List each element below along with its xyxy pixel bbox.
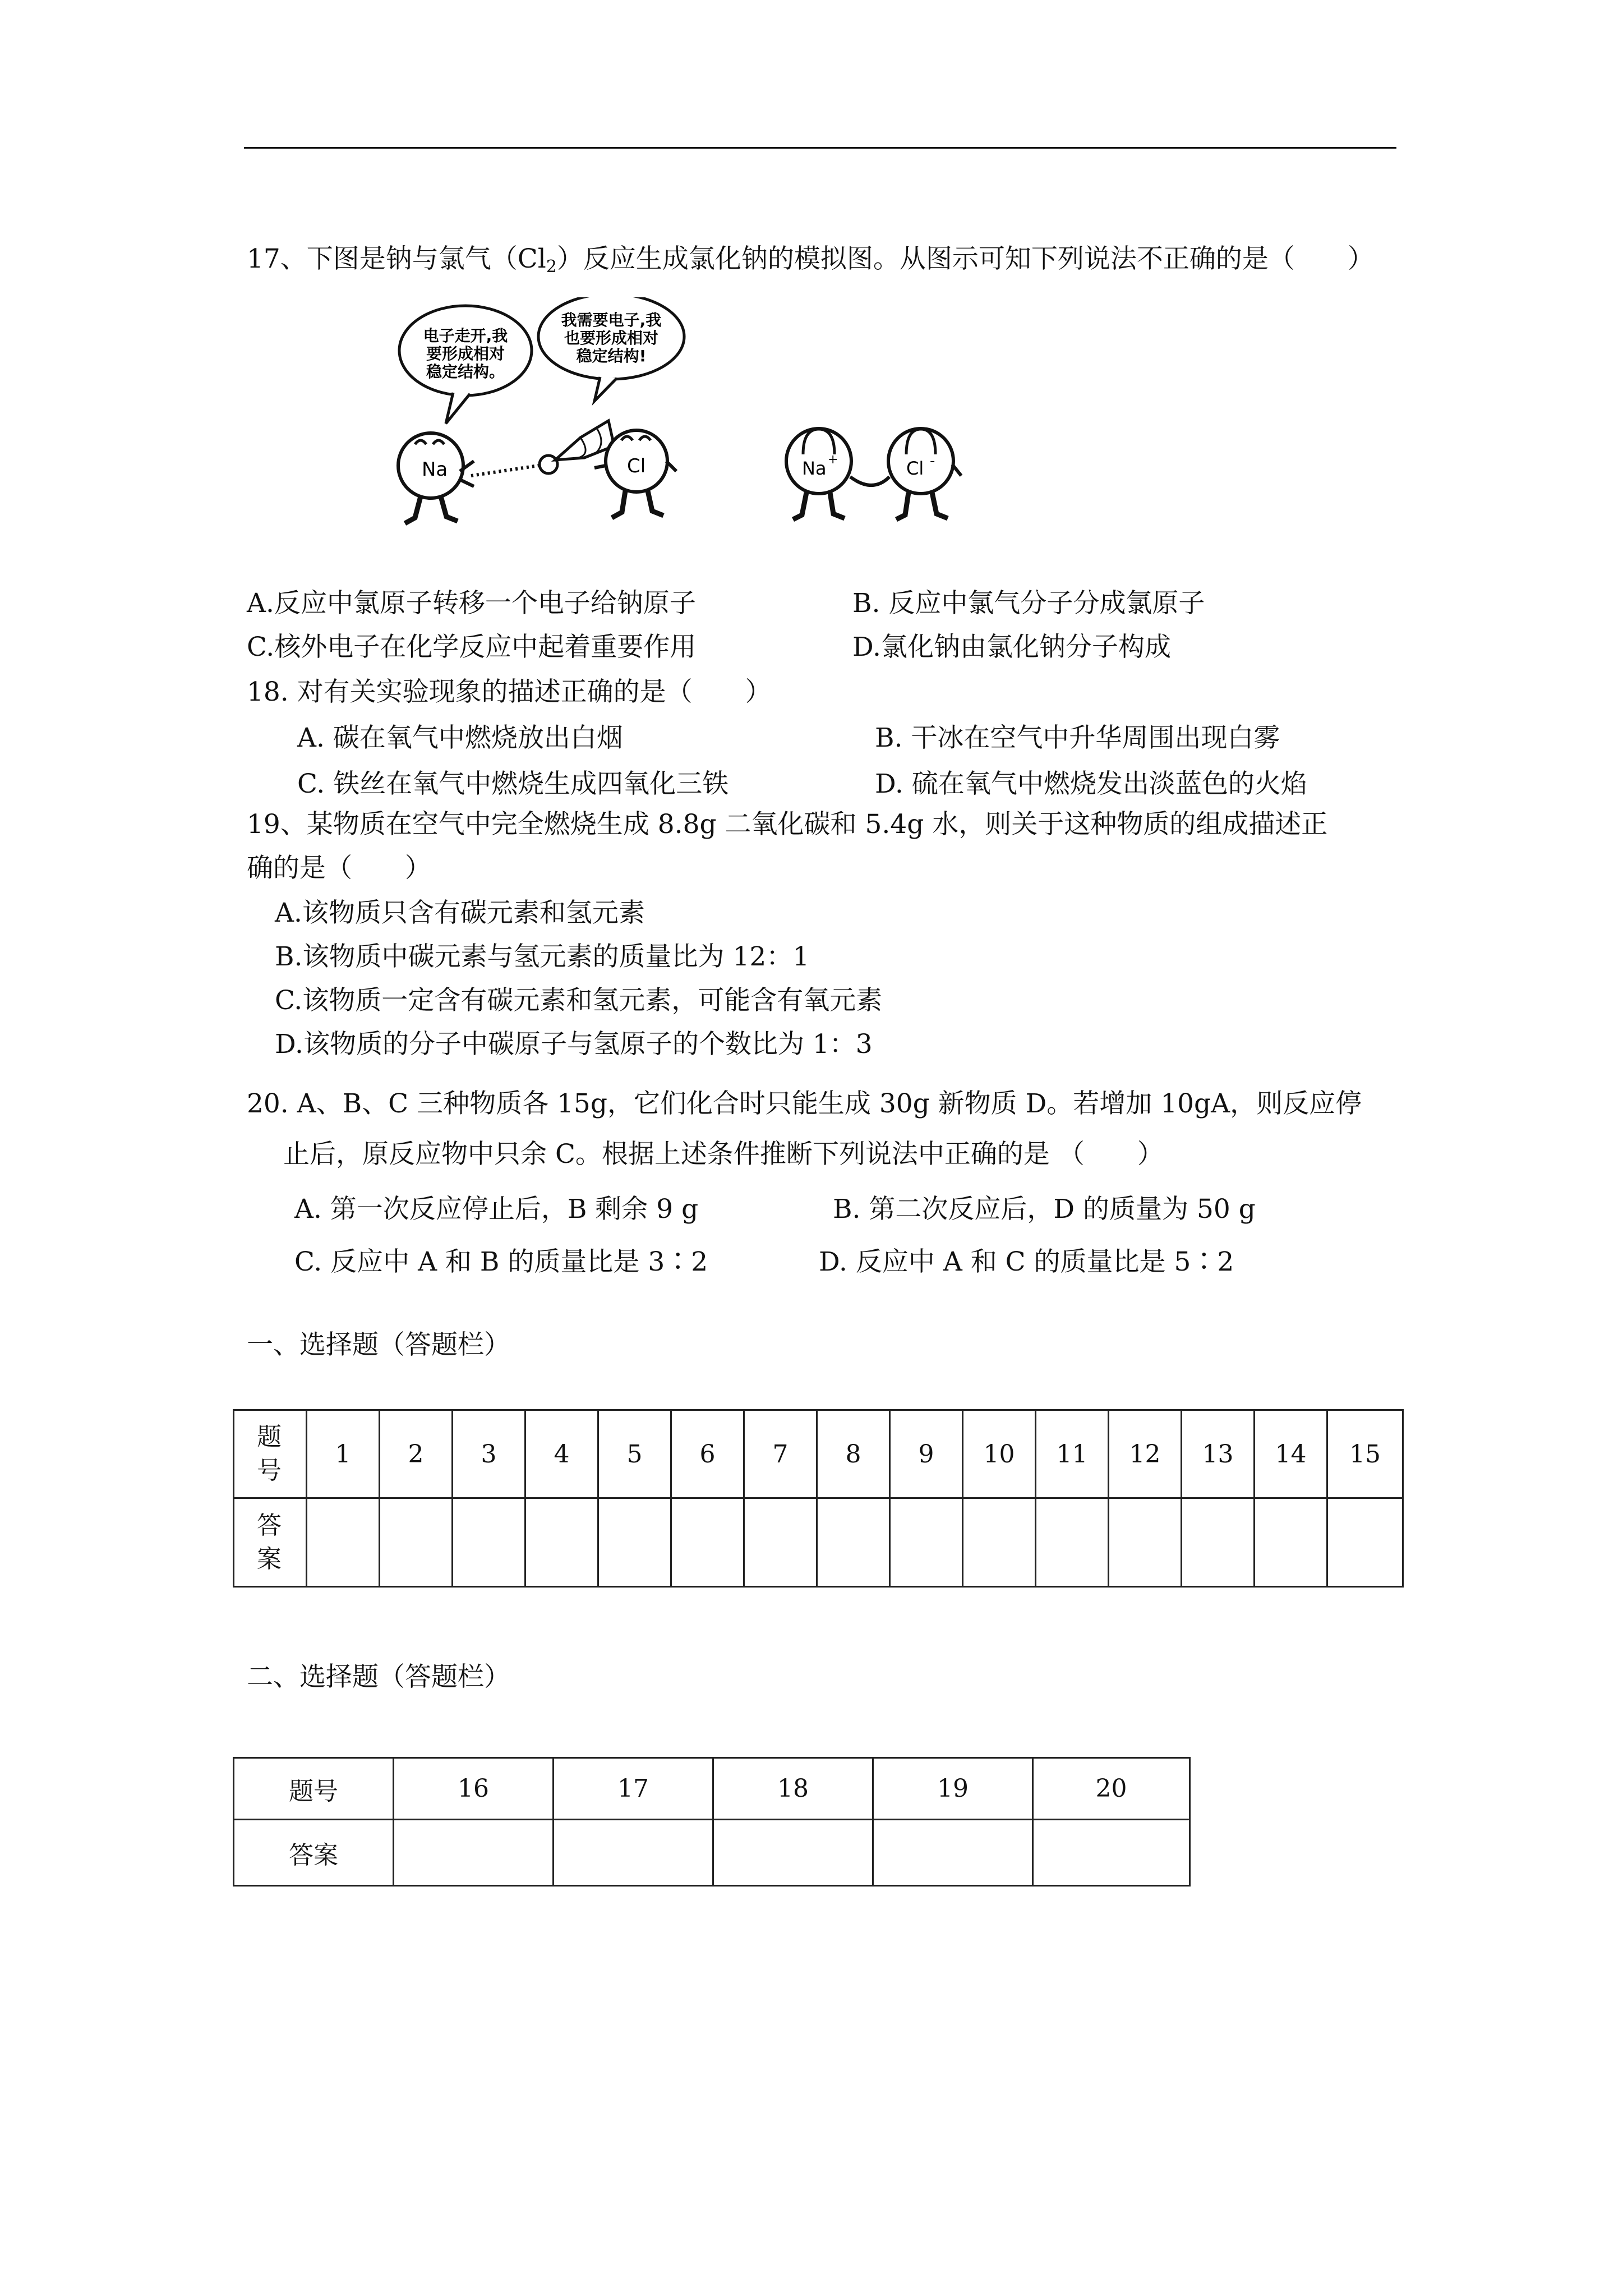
answer-cell[interactable]: [1109, 1498, 1182, 1587]
question-number-cell: 13: [1182, 1410, 1255, 1498]
row-header-answer: 答案: [234, 1498, 307, 1587]
q18-option-b: B. 干冰在空气中升华周围出现白雾: [875, 723, 1280, 753]
q20-option-c: C. 反应中 A 和 B 的质量比是 3∶2: [294, 1246, 708, 1277]
question-number-cell: 18: [713, 1758, 873, 1820]
q18-option-d: D. 硫在氧气中燃烧发出淡蓝色的火焰: [875, 769, 1307, 799]
svg-text:Cl: Cl: [906, 458, 924, 479]
question-number-cell: 1: [307, 1410, 380, 1498]
answer-cell[interactable]: [963, 1498, 1036, 1587]
answer-table-2: [233, 1757, 1191, 1887]
question-number-cell: 9: [890, 1410, 963, 1498]
answer-cell[interactable]: [1033, 1820, 1190, 1886]
q19-stem-line1: 19、某物质在空气中完全燃烧生成 8.8g 二氧化碳和 5.4g 水，则关于这种物质的组成描述正: [247, 809, 1328, 840]
answer-cell[interactable]: [525, 1498, 598, 1587]
question-number-cell: 17: [554, 1758, 713, 1820]
answer-cell[interactable]: [1182, 1498, 1255, 1587]
answer-cell[interactable]: [380, 1498, 453, 1587]
row-header-answer: 答案: [234, 1820, 394, 1886]
answer-cell[interactable]: [307, 1498, 380, 1587]
q19-option-d: D.该物质的分子中碳原子与氢原子的个数比为 1：3: [275, 1029, 873, 1060]
answer-cell[interactable]: [744, 1498, 817, 1587]
answer-cell[interactable]: [890, 1498, 963, 1587]
question-number-cell: 12: [1109, 1410, 1182, 1498]
header-rule: [244, 147, 1396, 149]
svg-text:Na: Na: [422, 458, 448, 481]
svg-text:要形成相对: 要形成相对: [426, 344, 505, 363]
q17-stem: 17、下图是钠与氯气$(Cl_2)$反应生成氯化钠的模拟图。从图示可知下列说法不正确的是（ ）: [247, 243, 1374, 277]
electron-chain: [471, 421, 614, 476]
question-number-cell: 5: [598, 1410, 671, 1498]
sodium-chlorine-reaction-figure: [387, 297, 987, 539]
answer-cell[interactable]: [1036, 1498, 1109, 1587]
question-number-cell: 20: [1033, 1758, 1190, 1820]
answer-cell[interactable]: [873, 1820, 1033, 1886]
question-number-cell: 16: [394, 1758, 554, 1820]
answer-cell[interactable]: [1327, 1498, 1403, 1587]
answer-cell[interactable]: [598, 1498, 671, 1587]
q17-option-a: A.反应中氯原子转移一个电子给钠原子: [247, 588, 696, 619]
section1-title: 一、选择题（答题栏）: [247, 1329, 510, 1360]
sodium-atom-character: [398, 433, 474, 523]
answer-cell[interactable]: [453, 1498, 525, 1587]
question-number-row: [234, 1410, 1403, 1498]
q20-stem-line1: 20. A、B、C 三种物质各 15g，它们化合时只能生成 30g 新物质 D。若增加 10gA，则反应停: [247, 1088, 1362, 1119]
row-header-question-number: 题号: [234, 1410, 307, 1498]
q17-option-b: B. 反应中氯气分子分成氯原子: [852, 588, 1205, 619]
q20-stem-line2: 止后，原反应物中只余 C。根据上述条件推断下列说法中正确的是 （ ）: [283, 1139, 1164, 1170]
question-number-cell: 7: [744, 1410, 817, 1498]
answer-table-1: [233, 1409, 1404, 1588]
question-number-cell: 8: [817, 1410, 890, 1498]
answer-row: [234, 1498, 1403, 1587]
q18-option-c: C. 铁丝在氧气中燃烧生成四氧化三铁: [297, 769, 729, 799]
svg-text:+: +: [828, 453, 838, 467]
svg-text:Na: Na: [802, 458, 827, 479]
q19-option-b: B.该物质中碳元素与氢元素的质量比为 12：1: [275, 941, 810, 972]
q20-option-b: B. 第二次反应后，D 的质量为 50 g: [833, 1194, 1256, 1225]
svg-text:稳定结构!: 稳定结构!: [576, 347, 647, 365]
svg-text:Cl: Cl: [627, 455, 646, 477]
row-header-question-number: 题号: [234, 1758, 394, 1820]
q20-option-a: A. 第一次反应停止后，B 剩余 9 g: [294, 1194, 699, 1225]
question-number-cell: 2: [380, 1410, 453, 1498]
holding-hands: [850, 477, 889, 485]
q18-stem: 18. 对有关实验现象的描述正确的是（ ）: [247, 677, 772, 707]
chloride-ion-character: [888, 429, 961, 519]
cl-speech-bubble: [538, 297, 684, 401]
svg-text:也要形成相对: 也要形成相对: [564, 329, 659, 347]
q17-option-d: D.氯化钠由氯化钠分子构成: [852, 632, 1171, 662]
q20-option-d: D. 反应中 A 和 C 的质量比是 5∶2: [819, 1246, 1234, 1277]
q17-option-c: C.核外电子在化学反应中起着重要作用: [247, 632, 697, 662]
answer-cell[interactable]: [817, 1498, 890, 1587]
answer-cell[interactable]: [713, 1820, 873, 1886]
question-number-cell: 3: [453, 1410, 525, 1498]
section2-title: 二、选择题（答题栏）: [247, 1662, 510, 1692]
answer-cell[interactable]: [1255, 1498, 1327, 1587]
svg-text:-: -: [930, 453, 935, 470]
answer-row: [234, 1820, 1190, 1886]
svg-text:我需要电子,我: 我需要电子,我: [561, 311, 662, 329]
na-speech-bubble: [399, 306, 532, 424]
q18-option-a: A. 碳在氧气中燃烧放出白烟: [297, 723, 623, 753]
question-number-cell: 6: [671, 1410, 744, 1498]
q19-stem-line2: 确的是（ ）: [247, 853, 431, 884]
question-number-cell: 11: [1036, 1410, 1109, 1498]
answer-cell[interactable]: [394, 1820, 554, 1886]
q19-option-a: A.该物质只含有碳元素和氢元素: [275, 898, 645, 928]
question-number-cell: 15: [1327, 1410, 1403, 1498]
question-number-cell: 4: [525, 1410, 598, 1498]
question-number-cell: 14: [1255, 1410, 1327, 1498]
answer-cell[interactable]: [554, 1820, 713, 1886]
question-number-cell: 19: [873, 1758, 1033, 1820]
question-number-row: [234, 1758, 1190, 1820]
question-number-cell: 10: [963, 1410, 1036, 1498]
svg-text:稳定结构。: 稳定结构。: [426, 362, 505, 381]
sodium-ion-character: [786, 429, 851, 519]
answer-cell[interactable]: [671, 1498, 744, 1587]
q19-option-c: C.该物质一定含有碳元素和氢元素，可能含有氧元素: [275, 985, 883, 1016]
svg-text:电子走开,我: 电子走开,我: [423, 326, 508, 345]
